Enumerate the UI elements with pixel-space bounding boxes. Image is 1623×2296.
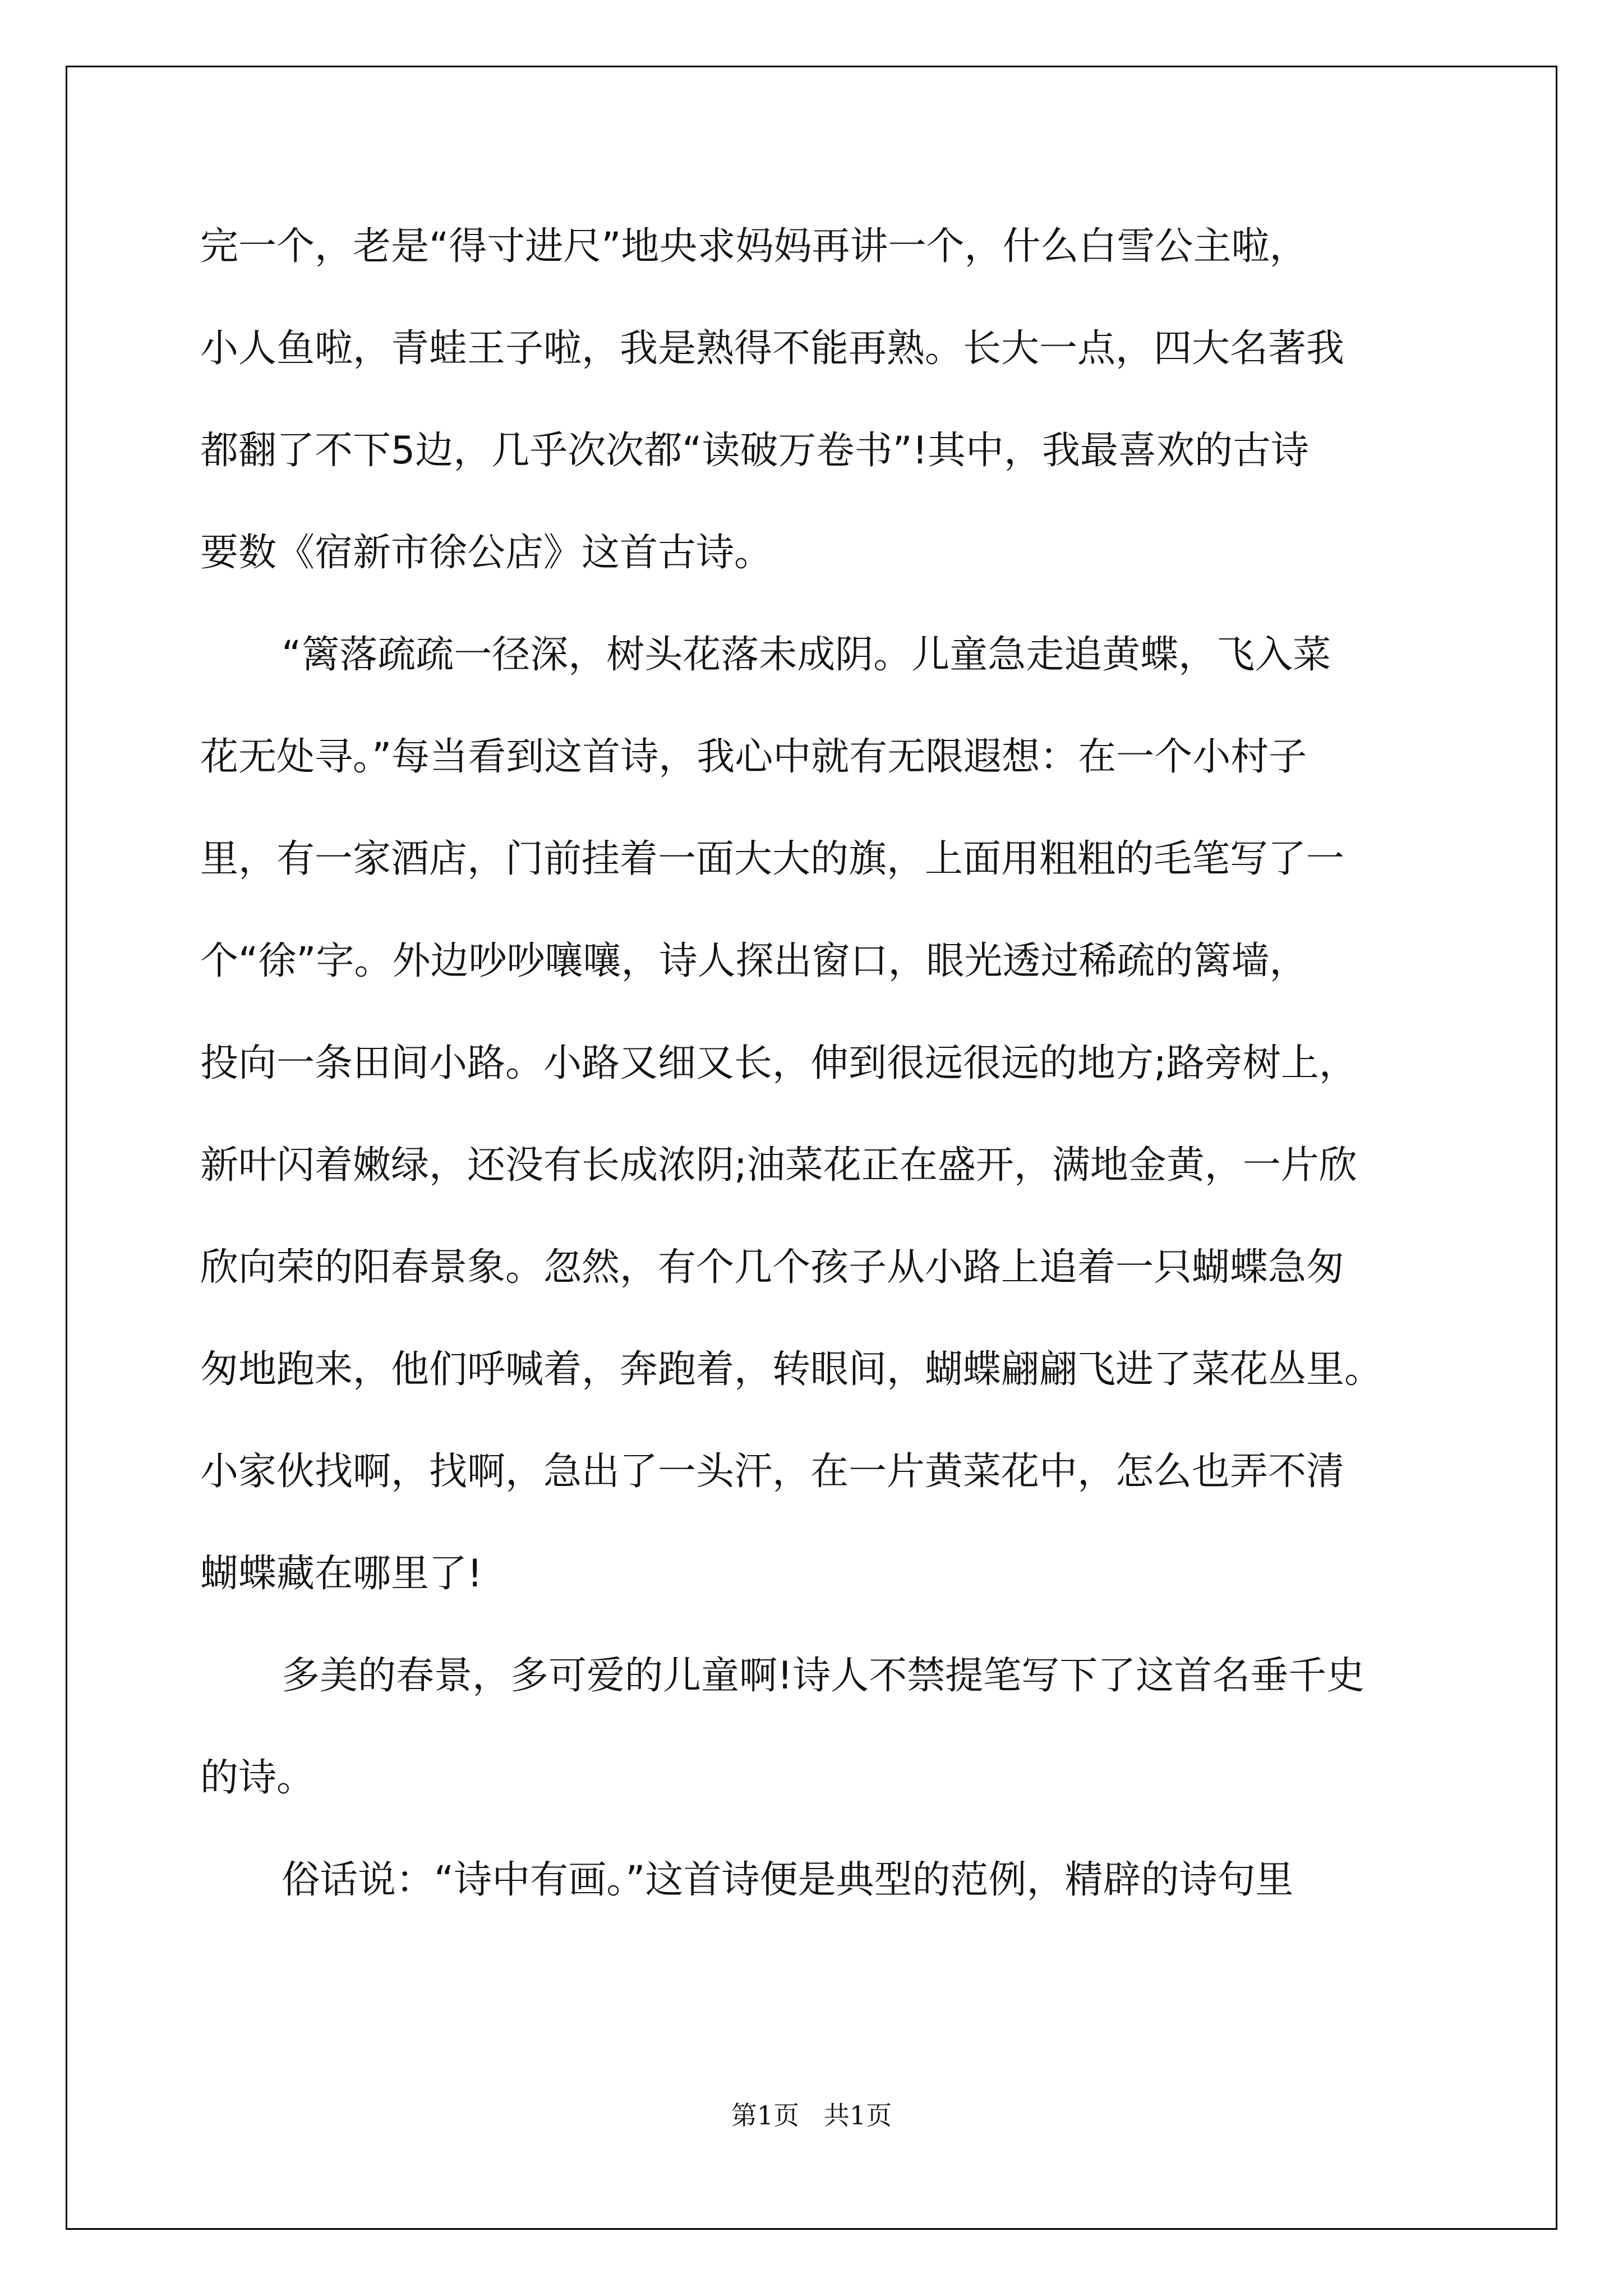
text-line: 完一个，老是“得寸进尺”地央求妈妈再讲一个，什么白雪公主啦， <box>200 224 1308 269</box>
text-line: 里，有一家酒店，门前挂着一面大大的旗，上面用粗粗的毛笔写了一 <box>200 837 1345 881</box>
page-number-footer: 第1页 共1页 <box>731 2100 892 2131</box>
text-line: 投向一条田间小路。小路又细又长，伸到很远很远的地方;路旁树上， <box>200 1041 1357 1085</box>
text-line: 花无处寻。”每当看到这首诗，我心中就有无限遐想：在一个小村子 <box>200 735 1307 779</box>
text-line: 俗话说：“诗中有画。”这首诗便是典型的范例，精辟的诗句里 <box>282 1858 1294 1902</box>
text-line: 小人鱼啦，青蛙王子啦，我是熟得不能再熟。长大一点，四大名著我 <box>200 326 1345 371</box>
text-line: “篱落疏疏一径深，树头花落未成阴。儿童急走追黄蝶，飞入菜 <box>282 633 1331 677</box>
text-line: 个“徐”字。外边吵吵嚷嚷，诗人探出窗口，眼光透过稀疏的篱墙， <box>200 939 1308 983</box>
text-line: 新叶闪着嫩绿，还没有长成浓阴;油菜花正在盛开，满地金黄，一片欣 <box>200 1143 1357 1188</box>
text-line: 蝴蝶藏在哪里了! <box>200 1552 483 1596</box>
text-line: 小家伙找啊，找啊，急出了一头汗，在一片黄菜花中，怎么也弄不清 <box>200 1450 1345 1494</box>
text-line: 欣向荣的阳春景象。忽然，有个几个孩子从小路上追着一只蝴蝶急匆 <box>200 1245 1345 1290</box>
text-line: 多美的春景，多可爱的儿童啊!诗人不禁提笔写下了这首名垂千史 <box>282 1654 1365 1698</box>
text-line: 都翻了不下5边，几乎次次都“读破万卷书”!其中，我最喜欢的古诗 <box>200 429 1309 473</box>
text-line: 要数《宿新市徐公店》这首古诗。 <box>200 531 773 575</box>
text-line: 匆地跑来，他们呼喊着，奔跑着，转眼间，蝴蝶翩翩飞进了菜花丛里。 <box>200 1347 1383 1392</box>
text-line: 的诗。 <box>200 1756 315 1800</box>
